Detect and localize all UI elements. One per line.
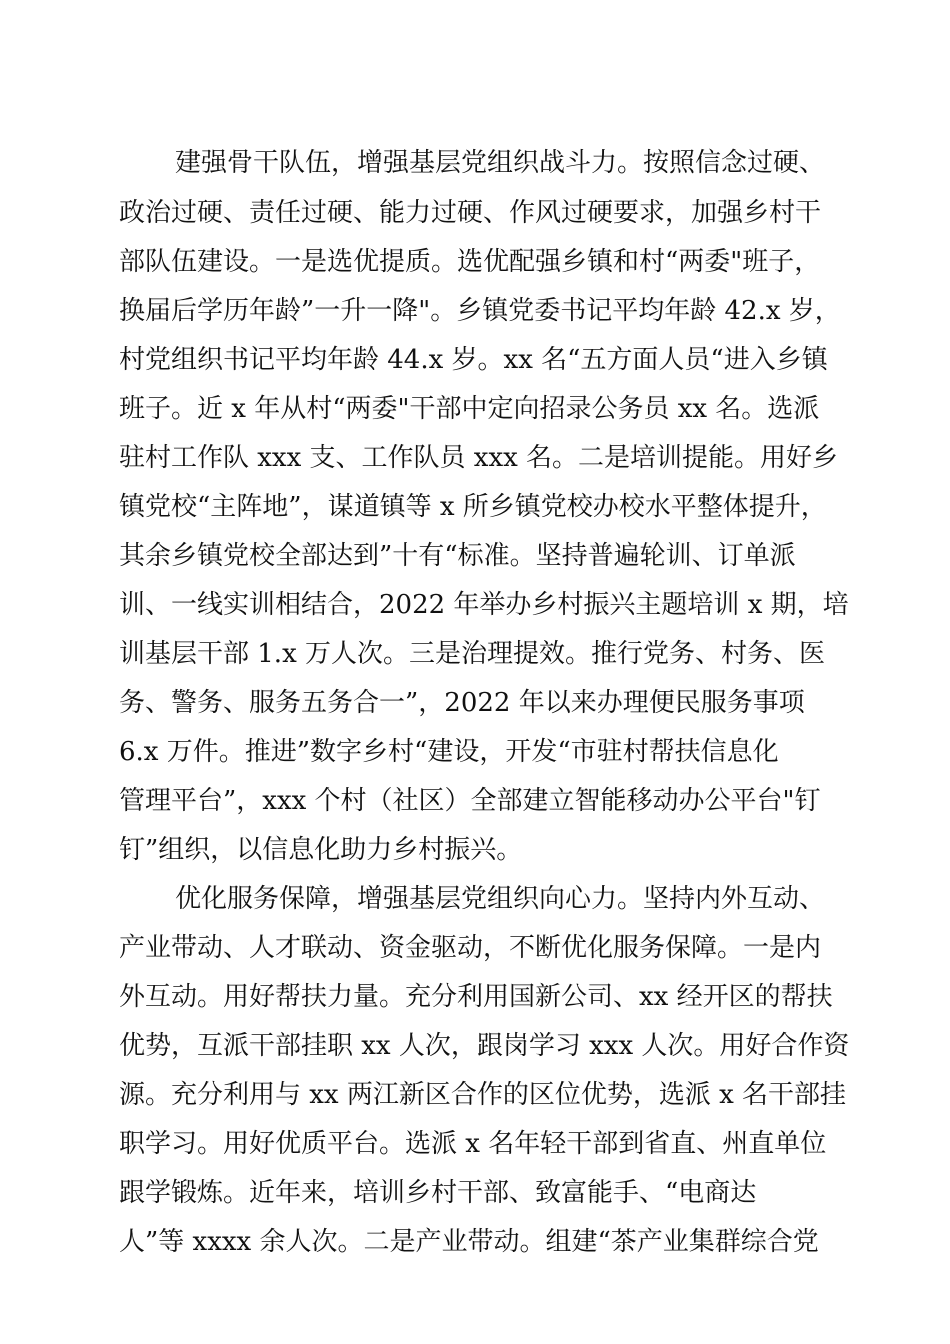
text-line: 务、警务、服务五务合一”，2022 年以来办理便民服务事项 (119, 688, 805, 718)
text-line: 镇党校“主阵地”，谋道镇等 x 所乡镇党校办校水平整体提升， (119, 492, 827, 522)
text-line: 其余乡镇党校全部达到”十有“标准。坚持普遍轮训、订单派 (119, 541, 796, 571)
text-line: 班子。近 x 年从村“两委"干部中定向招录公务员 xx 名。选派 (119, 394, 820, 424)
text-line: 人”等 xxxx 余人次。二是产业带动。组建“茶产业集群综合党 (119, 1227, 819, 1257)
text-line: 村党组织书记平均年龄 44.x 岁。xx 名“五方面人员“进入乡镇 (119, 345, 828, 375)
text-line: 管理平台”，xxx 个村（社区）全部建立智能移动办公平台"钉 (119, 786, 821, 816)
text-line: 源。充分利用与 xx 两江新区合作的区位优势，选派 x 名干部挂 (119, 1080, 847, 1110)
text-line: 外互动。用好帮扶力量。充分利用国新公司、xx 经开区的帮扶 (119, 982, 833, 1012)
text-line: 优势，互派干部挂职 xx 人次，跟岗学习 xxx 人次。用好合作资 (119, 1031, 850, 1061)
text-line: 训、一线实训相结合，2022 年举办乡村振兴主题培训 x 期，培 (119, 590, 849, 620)
text-line: 钉”组织，以信息化助力乡村振兴。 (119, 835, 523, 865)
text-line: 优化服务保障，增强基层党组织向心力。坚持内外互动、 (175, 884, 826, 914)
text-line: 驻村工作队 xxx 支、工作队员 xxx 名。二是培训提能。用好乡 (119, 443, 839, 473)
text-line: 换届后学历年龄”一升一降"。乡镇党委书记平均年龄 42.x 岁， (119, 296, 841, 326)
text-line: 职学习。用好优质平台。选派 x 名年轻干部到省直、州直单位 (119, 1129, 827, 1159)
text-line: 训基层干部 1.x 万人次。三是治理提效。推行党务、村务、医 (119, 639, 825, 669)
text-line: 产业带动、人才联动、资金驱动，不断优化服务保障。一是内 (119, 933, 822, 963)
text-line: 建强骨干队伍，增强基层党组织战斗力。按照信念过硬、 (175, 148, 826, 178)
text-line: 6.x 万件。推进”数字乡村“建设，开发“市驻村帮扶信息化 (119, 737, 779, 767)
text-line: 部队伍建设。一是选优提质。选优配强乡镇和村“两委"班子， (119, 247, 821, 277)
text-line: 政治过硬、责任过硬、能力过硬、作风过硬要求，加强乡村干 (119, 198, 822, 228)
text-line: 跟学锻炼。近年来，培训乡村干部、致富能手、“电商达 (119, 1178, 757, 1208)
